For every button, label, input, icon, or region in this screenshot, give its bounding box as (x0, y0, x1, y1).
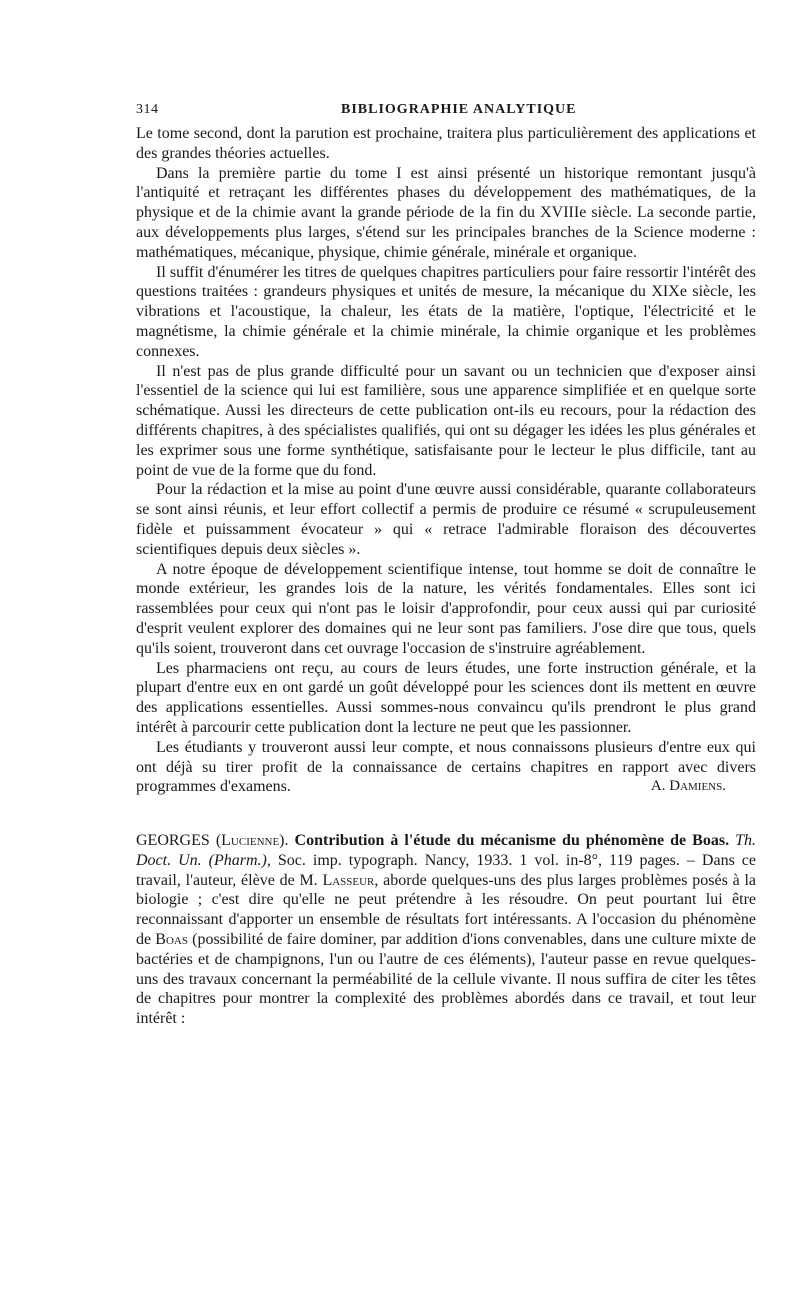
paragraph: Il n'est pas de plus grande difficulté pour un savant ou un technicien que d'exposer ainsi l'essentiel de la science qui lui est familière, sous une apparence simplifiée et en quelque sorte schématique. Aussi les directeurs de cette publication ont-ils eu recours, pour la rédaction des différents chapitres, à des spécialistes qualifiés, qui ont su dégager les idées les plus générales et les exprimer sous une forme synthétique, satisfaisante pour le lecteur le plus difficile, tant au point de vue de la forme que du fond. (136, 362, 756, 479)
running-head-title: BIBLIOGRAPHIE ANALYTIQUE (341, 102, 577, 117)
review-text-continued: (possibilité de faire dominer, par addition d'ions convenables, dans une culture mixte de bactéries et de champignons, l'un ou l'autre de ces éléments), l'auteur passe en revue quelques-uns des travaux concernant la perméabilité de la cellule vivante. Il nous suffira de citer les têtes de chapitres pour montrer la complexité des problèmes abordés dans ce travail, et tout leur intérêt : (136, 931, 757, 1028)
paragraph: Dans la première partie du tome I est ainsi présenté un historique remontant jusqu'à l'antiquité et retraçant les différentes phases du développement des mathématiques, de la physique et de la chimie avant la grande période de la fin du XVIIIe siècle. La seconde partie, aux développements plus larges, s'étend sur les principales branches de la Science moderne : mathématiques, mécanique, physique, chimie générale, minérale et organique. (136, 164, 756, 261)
publication-details: Soc. imp. typograph. Nancy, 1933. 1 vol. in-8°, 119 pages. – Dans ce travail, l'auteur, élève de M. (136, 851, 757, 889)
thesis-type: Th. Doct. Un. (Pharm.), (136, 832, 756, 869)
review-damiens (136, 124, 756, 797)
page-number: 314 (136, 102, 159, 117)
section-spacer (136, 797, 756, 831)
review-georges (136, 831, 756, 1029)
mentor-name: Lasseur, (322, 871, 379, 889)
work-title: Contribution à l'étude du mécanisme du phénomène de Boas. (294, 832, 730, 850)
signature: A. Damiens. (650, 778, 726, 795)
paragraph: Pour la rédaction et la mise au point d'une œuvre aussi considérable, quarante collaborateurs se sont ainsi réunis, et leur effort collectif a permis de produire ce résumé « scrupuleusement fidèle et puissamment évocateur » qui « retrace l'admirable floraison des découvertes scientifiques depuis deux siècles ». (136, 481, 756, 558)
paragraph: Le tome second, dont la parution est prochaine, traitera plus particulièrement des applications et des grandes théories actuelles. (136, 125, 756, 162)
review-text: aborde quelques-uns des plus larges problèmes posés à la biologie ; c'est dire qu'elle ne peut prétendre à les résoudre. On peut pourtant lui être reconnaissant d'apporter un ensemble de résultats fort intéressants. A l'occasion du phénomène de (136, 871, 756, 949)
author-given-name: (Lucienne). (215, 832, 289, 850)
review-entry (136, 831, 756, 1029)
running-head (136, 96, 756, 124)
author-surname: GEORGES (136, 832, 210, 850)
paragraph: Il suffit d'énumérer les titres de quelques chapitres particuliers pour faire ressortir l'intérêt des questions traitées : grandeurs physiques et unités de mesure, la mécanique du XIXe siècle, les vibrations et l'acoustique, la chaleur, les états de la matière, l'optique, l'électricité et le magnétisme, la chimie générale et la chimie minérale, la chimie organique et les problèmes connexes. (136, 263, 756, 360)
document-page (136, 96, 756, 1029)
paragraph: Les étudiants y trouveront aussi leur compte, et nous connaissons plusieurs d'entre eux qui ont déjà su tirer profit de la connaissance de certains chapitres en rapport avec divers programmes d'examens. (136, 738, 756, 796)
paragraph: Les pharmaciens ont reçu, au cours de leurs études, une forte instruction générale, et la plupart d'entre eux en ont gardé un goût développé pour les sciences dont ils mettent en œuvre des applications essentielles. Aussi sommes-nous convaincu qu'ils prendront le plus grand intérêt à parcourir cette publication dont la lecture ne peut que les passionner. (136, 659, 756, 736)
boas-name: Boas (155, 931, 188, 949)
paragraph: A notre époque de développement scientifique intense, tout homme se doit de connaître le monde extérieur, les grandes lois de la nature, les vérités fondamentales. Elles sont ici rassemblées pour ceux qui n'ont pas le loisir d'approfondir, pour ceux aussi qui par curiosité d'esprit veulent explorer des domaines qui ne leur sont pas familiers. J'ose dire que tous, quels qu'ils soient, trouveront dans cet ouvrage l'occasion de s'instruire agréablement. (136, 560, 756, 657)
